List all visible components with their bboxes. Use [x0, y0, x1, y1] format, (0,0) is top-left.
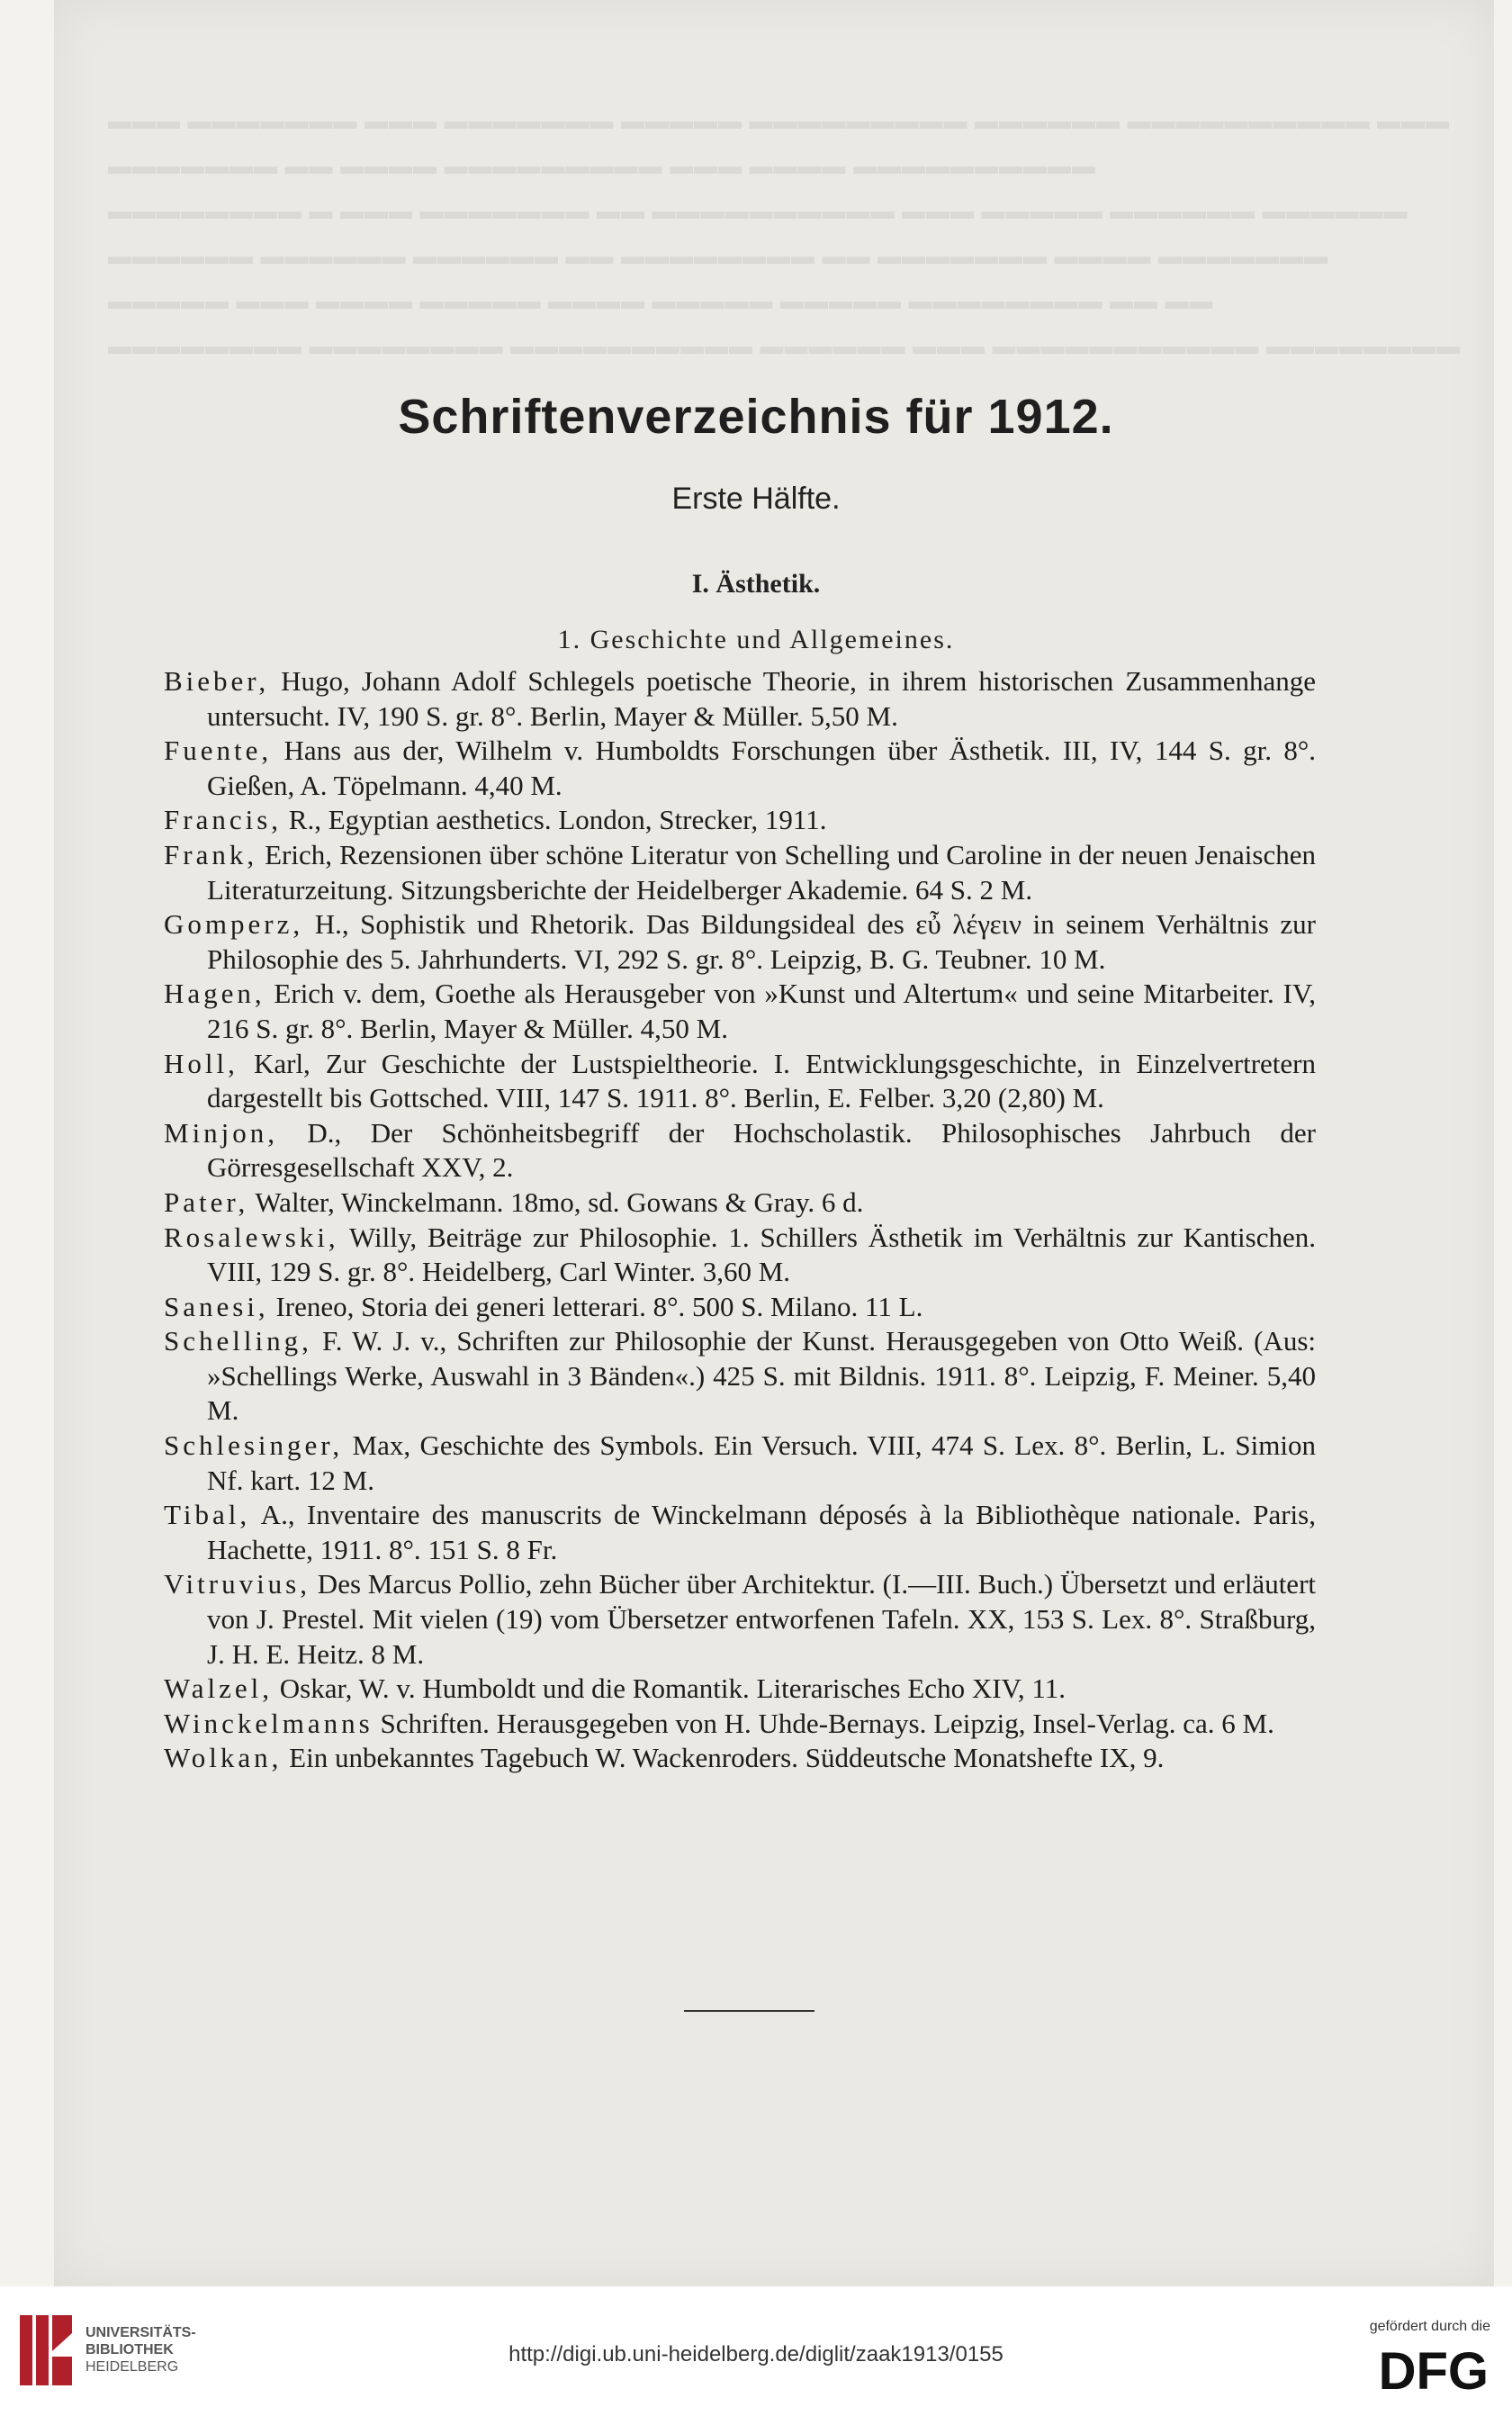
funding-label: gefördert durch die — [1369, 2319, 1490, 2334]
bibliography-entry — [164, 734, 1316, 803]
bibliography-entry — [164, 907, 1316, 977]
entry-text: Walter, Winckelmann. 18mo, sd. Gowans & Gray. 6 d. — [248, 1185, 864, 1218]
entry-author: Minjon, — [164, 1116, 279, 1149]
entry-author: Holl, — [164, 1047, 238, 1079]
bibliography-entry — [164, 1741, 1316, 1776]
bibliography-entry — [164, 1290, 1316, 1325]
entry-text: Max, Geschichte des Symbols. Ein Versuch. VIII, 474 S. Lex. 8°. Berlin, L. Simion Nf. kart. 12 M. — [207, 1429, 1316, 1496]
entry-author: Fuente, — [164, 735, 273, 767]
entry-text: Ireneo, Storia dei generi letterari. 8°. 500 S. Milano. 11 L. — [268, 1290, 923, 1322]
bibliography-entry — [164, 1185, 1316, 1221]
entry-text: Karl, Zur Geschichte der Lustspieltheorie. I. Entwicklungsgeschichte, in Einzelvertretern dargestellt bis Gottsched. VIII, 147 S. 1911. 8°. Berlin, E. Felber. 3,20 (2,80) M. — [207, 1047, 1316, 1114]
library-name-line: UNIVERSITÄTS- — [86, 2325, 196, 2340]
entry-text: Ein unbekanntes Tagebuch W. Wackenroders. Süddeutsche Monatshefte IX, 9. — [282, 1742, 1165, 1774]
bibliography-entry — [164, 1324, 1316, 1429]
entry-text: Willy, Beiträge zur Philosophie. 1. Schillers Ästhetik im Verhältnis zur Kantischen. VIII, 129 S. gr. 8°. Heidelberg, Carl Winter. 3,60 M. — [207, 1221, 1316, 1288]
bibliography-entry — [164, 977, 1316, 1046]
entry-author: Hagen, — [164, 978, 266, 1010]
end-rule — [684, 2010, 814, 2012]
entry-author: Schelling, — [164, 1325, 312, 1357]
bibliography-entry — [164, 803, 1316, 838]
section-heading: I. Ästhetik. — [691, 569, 821, 599]
bibliography-entry — [164, 1429, 1316, 1498]
entry-author: Winckelmanns — [164, 1707, 374, 1739]
entry-author: Tibal, — [164, 1499, 251, 1531]
entry-text: Erich, Rezensionen über schöne Literatur von Schelling und Caroline in der neuen Jenaischen Literaturzeitung. Sitzungsberichte der Heidelberger Akademie. 64 S. 2 M. — [207, 838, 1316, 906]
entry-text: Erich v. dem, Goethe als Herausgeber von »Kunst und Altertum« und seine Mitarbeiter. IV, 216 S. gr. 8°. Berlin, Mayer & Müller. 4,50 M. — [207, 978, 1316, 1044]
subsection-heading: 1. Geschichte und Allgemeines. — [557, 625, 955, 654]
entry-author: Bieber, — [164, 665, 270, 697]
page-title: Schriftenverzeichnis für 1912. — [398, 390, 1114, 444]
entry-text: D., Der Schönheitsbegriff der Hochscholastik. Philosophisches Jahrbuch der Görresgesellschaft XXV, 2. — [207, 1116, 1316, 1184]
library-name-line: HEIDELBERG — [86, 2359, 179, 2375]
entry-text: Des Marcus Pollio, zehn Bücher über Architektur. (I.—III. Buch.) Übersetzt und erläutert von J. Prestel. Mit vielen (19) vom Übersetzer entworfenen Tafeln. XX, 153 S. Lex. 8°. Straßburg, J. H. E. Heitz. 8 M. — [207, 1568, 1316, 1670]
entry-author: Schlesinger, — [164, 1429, 344, 1462]
bleed-through-text: ▬▬▬ ▬▬▬▬▬▬▬ ▬▬▬ ▬▬▬▬▬▬▬ ▬▬▬▬▬ ▬▬▬▬▬▬▬▬▬ ▬▬▬▬▬▬ ▬▬▬▬▬▬▬▬▬▬ ▬▬▬ ▬▬▬▬▬▬▬ ▬▬ ▬▬▬▬ ▬▬▬▬▬▬▬▬▬ ▬▬▬ ▬▬▬▬ ▬▬▬▬▬▬▬▬▬▬ ▬▬▬▬▬▬▬▬ ▬ ▬▬▬ ▬▬▬▬▬▬▬ ▬▬ ▬▬▬▬▬▬▬▬▬▬ ▬▬▬ ▬▬▬▬▬ ▬▬▬▬▬▬ ▬▬▬▬▬▬ ▬▬▬▬▬▬ ▬▬▬▬▬▬ ▬▬▬▬▬▬ ▬▬ ▬▬▬▬▬▬▬▬ ▬▬ ▬▬▬▬▬▬▬ ▬▬▬▬ ▬▬▬▬▬▬▬ ▬▬▬▬▬ ▬▬▬ ▬▬▬▬ ▬▬▬▬▬ ▬▬▬▬ ▬▬▬▬▬ ▬▬▬▬▬ ▬▬▬▬▬▬▬▬ ▬▬ ▬▬ ▬▬▬▬▬▬▬▬ ▬▬▬▬▬▬▬▬ ▬▬▬▬▬▬▬▬▬▬ ▬▬▬▬▬▬ ▬▬▬ ▬▬▬▬▬▬▬▬▬▬▬ ▬▬▬▬▬▬▬▬ — [108, 108, 1461, 359]
entry-author: Rosalewski, — [164, 1221, 339, 1253]
bibliography-entry — [164, 1221, 1316, 1290]
entry-text: Hans aus der, Wilhelm v. Humboldts Forschungen über Ästhetik. III, IV, 144 S. gr. 8°. Gießen, A. Töpelmann. 4,40 M. — [207, 735, 1316, 801]
bibliography-entry — [164, 1047, 1316, 1116]
bibliography-entry — [164, 1707, 1316, 1742]
bibliography-entry — [164, 838, 1316, 907]
library-name-line: BIBLIOTHEK — [86, 2342, 174, 2357]
entry-author: Walzel, — [164, 1672, 274, 1705]
bibliography-entry — [164, 664, 1316, 734]
entry-text: A., Inventaire des manuscrits de Winckelmann déposés à la Bibliothèque nationale. Paris, Hachette, 1911. 8°. 151 S. 8 Fr. — [207, 1499, 1316, 1565]
bibliography-list — [164, 664, 1316, 1776]
entry-text: F. W. J. v., Schriften zur Philosophie der Kunst. Herausgegeben von Otto Weiß. (Aus: »Schellings Werke, Auswahl in 3 Bänden«.) 425 S. mit Bildnis. 1911. 8°. Leipzig, F. Meiner. 5,40 M. — [207, 1325, 1316, 1427]
entry-author: Vitruvius, — [164, 1568, 311, 1600]
entry-author: Pater, — [164, 1185, 249, 1218]
entry-author: Sanesi, — [164, 1290, 269, 1322]
permalink-url[interactable]: http://digi.ub.uni-heidelberg.de/diglit/zaak1913/0155 — [508, 2342, 1004, 2366]
entry-author: Francis, — [164, 804, 283, 836]
bibliography-entry — [164, 1498, 1316, 1567]
page-subtitle: Erste Hälfte. — [671, 482, 841, 516]
entry-text: H., Sophistik und Rhetorik. Das Bildungsideal des εὖ λέγειν in seinem Verhältnis zur Philosophie des 5. Jahrhunderts. VI, 292 S. gr. 8°. Leipzig, B. G. Teubner. 10 M. — [207, 908, 1316, 975]
entry-text: Hugo, Johann Adolf Schlegels poetische Theorie, in ihrem historischen Zusammenhange untersucht. IV, 190 S. gr. 8°. Berlin, Mayer & Müller. 5,50 M. — [207, 665, 1316, 732]
entry-text: R., Egyptian aesthetics. London, Strecker, 1911. — [282, 804, 827, 836]
entry-author: Gomperz, — [164, 908, 304, 941]
viewer-footer — [0, 2286, 1512, 2416]
bibliography-entry — [164, 1116, 1316, 1185]
bibliography-entry — [164, 1672, 1316, 1707]
dfg-logo-icon[interactable] — [1346, 2342, 1490, 2401]
entry-text: Oskar, W. v. Humboldt und die Romantik. Literarisches Echo XIV, 11. — [273, 1672, 1066, 1705]
entry-author: Frank, — [164, 838, 258, 870]
entry-text: Schriften. Herausgegeben von H. Uhde-Bernays. Leipzig, Insel-Verlag. ca. 6 M. — [373, 1707, 1274, 1739]
entry-author: Wolkan, — [164, 1742, 283, 1774]
bibliography-entry — [164, 1567, 1316, 1672]
dfg-logo-text: DFG — [1378, 2342, 1489, 2401]
